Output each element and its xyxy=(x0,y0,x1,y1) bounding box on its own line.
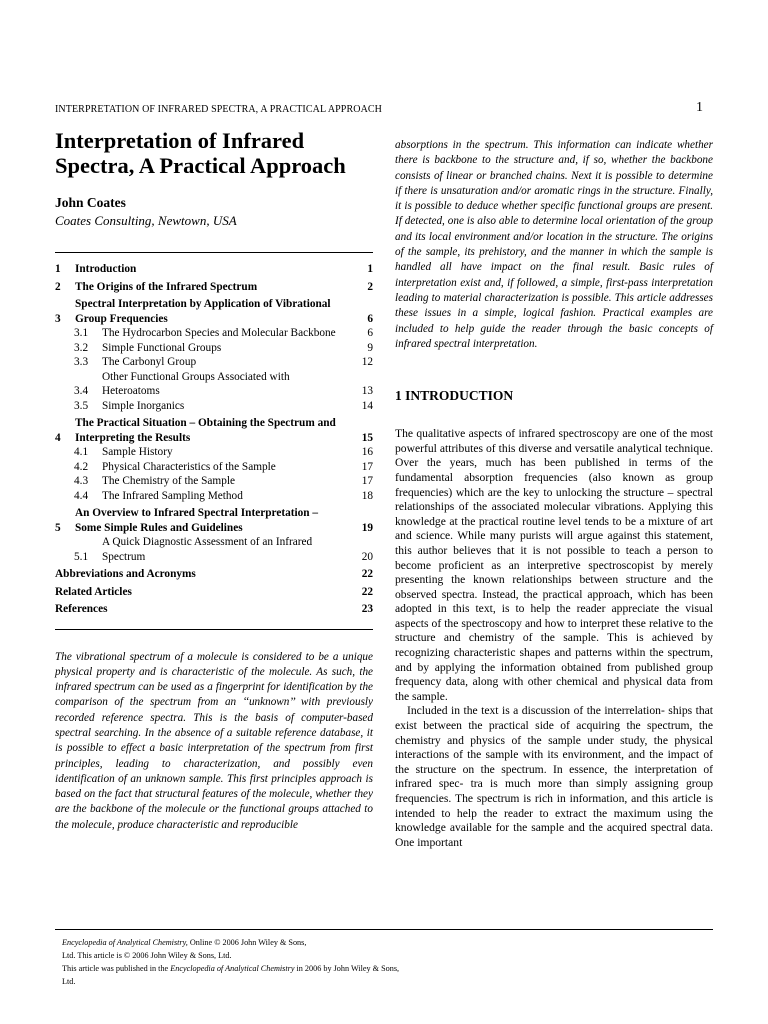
toc-page: 6 xyxy=(367,327,373,339)
footer-rule xyxy=(55,929,713,930)
toc-label: Related Articles xyxy=(55,585,132,598)
right-column xyxy=(395,138,713,850)
toc-label: The Carbonyl Group xyxy=(102,356,197,368)
toc-page: 13 xyxy=(361,385,373,397)
toc-page: 14 xyxy=(361,399,373,412)
toc-page: 12 xyxy=(361,356,373,368)
toc-label: Sample History xyxy=(102,446,173,458)
toc-page: 17 xyxy=(361,475,373,487)
toc-page: 9 xyxy=(367,341,373,354)
toc-number: 5.1 xyxy=(74,550,89,563)
toc-number: 4 xyxy=(55,431,61,444)
toc-page: 22 xyxy=(361,568,373,580)
toc-bottom-rule xyxy=(55,629,373,630)
toc-item[interactable] xyxy=(55,355,373,370)
abstract-continuation: absorptions in the spectrum. This information can indicate whether there is backbone to the structure and, if so, whether the backbone consists of linear or branched chains. Next it is possible to determine if there is unsaturation and/or aromatic rings in the structure. Finally, it is possible to deduce whether specific functional groups are present. If detected, one is also able to determine local orientation of the group and its local environment and/or location in the structure. The origins of the sample, its prehistory, and the manner in which the sample is handled all have impact on the final result. Basic rules of interpretation exist and, if followed, a simple, first-pass interpretation leading to material characterization is possible. This article addresses these issues in a simple, logical fashion. Practical examples are included to help guide the reader through the basic concepts of infrared spectral interpretation. xyxy=(395,139,713,350)
toc-label: Other Functional Groups Associated with Heteroatoms xyxy=(102,370,290,397)
title-line-1: Interpretation of Infrared xyxy=(55,128,305,153)
toc-label: A Quick Diagnostic Assessment of an Infrared Spectrum xyxy=(102,536,313,563)
toc-page: 20 xyxy=(361,550,373,563)
body-paragraph: Included in the text is a discussion of the interrelation- ships that exist between the practical side of acquiring the spectrum, the chemistry and physics of the sample under study, the physical interactions of the sample with its environment, and the impact of the structure on the spectrum. In essence, the interpretation of infrared spec- tra is much more than simply assigning group frequencies. The spectrum is rich in information, and this article is intended to help the reader to extract the maximum using the knowledge available for the sample and the acquired spectral data. One important xyxy=(395,704,713,849)
toc-label: The Infrared Sampling Method xyxy=(102,489,243,502)
toc-page: 16 xyxy=(361,446,373,458)
toc-item[interactable] xyxy=(55,280,373,295)
toc-page: 6 xyxy=(367,312,373,325)
toc-item[interactable] xyxy=(55,370,373,399)
toc-label: Simple Inorganics xyxy=(102,399,185,412)
footer-journal: Encyclopedia of Analytical Chemistry, xyxy=(62,938,188,947)
toc-label: The Hydrocarbon Species and Molecular Backbone xyxy=(102,327,336,339)
toc-item[interactable] xyxy=(55,445,373,460)
abstract-paragraph: The vibrational spectrum of a molecule is considered to be a unique physical property and is characteristic of the molecule. As such, the infrared spectrum can be used as a fingerprint for identification by the comparison of the spectrum from an ‘‘unknown’’ with previously recorded reference spectra. This is the basis of computer-based spectral searching. In the absence of a suitable reference database, it is possible to effect a basic interpretation of the spectrum from first principles, leading to characterization, and possibly even identification of an unknown sample. This first principles approach is based on the fact that structural features of the molecule, whether they are the backbone of the molecule or the functional groups attached to the molecule, produce characteristic and reproducible xyxy=(55,650,373,831)
toc-number: 3.4 xyxy=(74,385,89,397)
toc-item[interactable] xyxy=(55,262,373,277)
footer-text: Ltd. xyxy=(62,977,76,986)
toc-label: References xyxy=(55,603,108,615)
toc-item[interactable] xyxy=(55,489,373,504)
author-affiliation: Coates Consulting, Newtown, USA xyxy=(55,213,237,228)
toc-item[interactable] xyxy=(55,474,373,489)
toc-number: 4.4 xyxy=(74,489,89,502)
toc-page: 2 xyxy=(367,280,373,293)
toc-number: 4.3 xyxy=(74,475,89,487)
toc-number: 4.2 xyxy=(74,460,89,473)
toc-number: 4.1 xyxy=(74,446,89,458)
table-of-contents xyxy=(55,262,373,617)
running-head: INTERPRETATION OF INFRARED SPECTRA, A PRACTICAL APPROACH xyxy=(55,104,382,115)
toc-label: Physical Characteristics of the Sample xyxy=(102,460,276,473)
toc-top-rule xyxy=(55,252,373,253)
toc-label: The Chemistry of the Sample xyxy=(102,475,236,487)
section-heading: 1 INTRODUCTION xyxy=(395,388,514,404)
toc-item[interactable] xyxy=(55,341,373,356)
footer-text: This article was published in the xyxy=(62,964,171,973)
toc-item[interactable] xyxy=(55,416,373,445)
toc-number: 3.5 xyxy=(74,399,89,412)
toc-item[interactable] xyxy=(55,460,373,475)
toc-label: An Overview to Infrared Spectral Interpretation – Some Simple Rules and Guidelines xyxy=(75,507,319,534)
toc-item[interactable] xyxy=(55,506,373,535)
toc-item[interactable] xyxy=(55,567,373,582)
toc-number: 3.3 xyxy=(74,356,89,368)
toc-item[interactable] xyxy=(55,399,373,414)
toc-number: 1 xyxy=(55,263,61,275)
toc-number: 2 xyxy=(55,280,61,293)
footer-text: Online © 2006 John Wiley & Sons, xyxy=(187,938,307,947)
toc-number: 3 xyxy=(55,312,61,325)
toc-label: The Practical Situation – Obtaining the Spectrum and Interpreting the Results xyxy=(75,417,336,444)
toc-label: Abbreviations and Acronyms xyxy=(55,568,196,580)
article-title xyxy=(55,128,373,178)
toc-number: 3.2 xyxy=(74,341,89,354)
title-line-2: Spectra, A Practical Approach xyxy=(55,153,346,178)
toc-label: Spectral Interpretation by Application of Vibrational Group Frequencies xyxy=(75,298,331,325)
toc-page: 15 xyxy=(361,431,373,444)
toc-label: Introduction xyxy=(75,263,137,275)
toc-item[interactable] xyxy=(55,585,373,600)
toc-number: 3.1 xyxy=(74,327,89,339)
footer-text: in 2006 by John Wiley & Sons, xyxy=(294,964,400,973)
page-number: 1 xyxy=(696,100,703,115)
toc-item[interactable] xyxy=(55,297,373,326)
toc-page: 1 xyxy=(367,263,373,275)
left-column xyxy=(55,128,373,844)
footer-journal: Encyclopedia of Analytical Chemistry xyxy=(170,964,295,973)
toc-page: 17 xyxy=(361,460,373,473)
toc-label: Simple Functional Groups xyxy=(102,341,222,354)
toc-page: 23 xyxy=(361,603,373,615)
footer-text: Ltd. This article is © 2006 John Wiley & Sons, Ltd. xyxy=(62,951,232,960)
toc-label: The Origins of the Infrared Spectrum xyxy=(75,280,258,293)
toc-item[interactable] xyxy=(55,602,373,617)
copyright-footer xyxy=(62,936,712,988)
toc-number: 5 xyxy=(55,521,61,534)
toc-page: 18 xyxy=(361,489,373,502)
toc-page: 19 xyxy=(361,521,373,534)
toc-item[interactable] xyxy=(55,535,373,564)
body-paragraph: The qualitative aspects of infrared spectroscopy are one of the most powerful attributes of this diverse and versatile analytical technique. Over the years, much has been published in terms of the fundamental absorption frequencies (also known as group frequencies) which are the key to unlocking the structure – spectral relationships of the associated molecular vibrations. Applying this knowledge at the practical routine level tends to be a mixture of art and science. While many purists will argue against this statement, this author believes that it is not possible to teach a person to become proficient as an interpretive spectroscopist by merely presenting the known relationships between structure and the observed spectra. Instead, the practical approach, which has been adopted in this text, is to help the reader appreciate the visual aspects of the spectroscopy and how to interpret these relative to the structure and chemistry of the sample. This is achieved by recognizing characteristic shapes and patterns within the spectrum, and by applying the information obtained from published group frequency data, along with other chemical and physical data from the sample. xyxy=(395,427,713,703)
toc-item[interactable] xyxy=(55,326,373,341)
author-name: John Coates xyxy=(55,195,126,210)
toc-page: 22 xyxy=(361,585,373,598)
